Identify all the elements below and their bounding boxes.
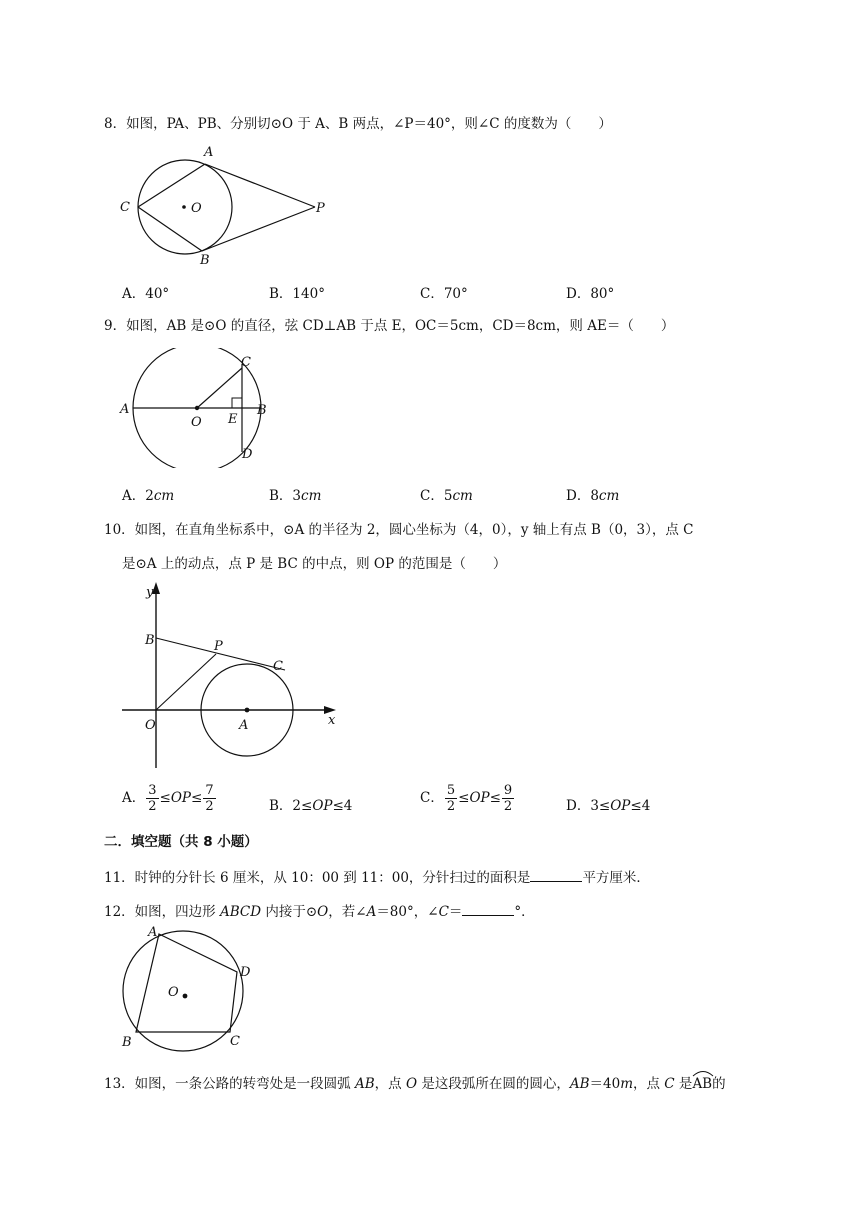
label-a: A <box>120 402 130 417</box>
label-a: A <box>239 718 249 733</box>
label-c: C <box>241 355 251 370</box>
q8-option-d: D．80° <box>566 286 615 302</box>
q9-option-d: D．8cm <box>566 488 620 504</box>
q10-option-a: A． $\frac{3}{2}$ ≤OP≤ $\frac{7}{2}$ <box>122 783 214 814</box>
question-9-text: 9．如图，AB 是⊙O 的直径，弦 CD⊥AB 于点 E，OC＝5cm，CD＝8cm，则 AE＝（ ） <box>104 318 675 334</box>
label-a: A <box>204 145 214 160</box>
q9-option-b: B．3cm <box>269 488 322 504</box>
question-11-text: 11．时钟的分针长 6 厘米，从 10：00 到 11：00，分针扫过的面积是 平方厘米． <box>104 870 650 886</box>
label-d: D <box>242 447 253 462</box>
label-y: y <box>146 585 154 600</box>
label-b: B <box>122 1035 132 1050</box>
question-13-text: 13．如图，一条公路的转弯处是一段圆弧 AB，点 O 是这段弧所在圆的圆心，AB＝40m，点 C 是 AB的 <box>104 1072 726 1092</box>
question-10-line1: 10．如图，在直角坐标系中，⊙A 的半径为 2，圆心坐标为（4，0），y 轴上有点 B（0，3），点 C <box>104 522 694 538</box>
q8-option-b: B．140° <box>269 286 325 302</box>
arc-ab-notation: AB <box>692 1076 712 1092</box>
question-12-figure <box>112 922 262 1057</box>
q8-option-c: C．70° <box>420 286 468 302</box>
q9-option-c: C．5cm <box>420 488 473 504</box>
label-e: E <box>228 412 238 427</box>
label-c: C <box>273 659 283 674</box>
question-10-line2: 是⊙A 上的动点，点 P 是 BC 的中点，则 OP 的范围是（ ） <box>122 556 507 572</box>
q8-option-a: A．40° <box>122 286 170 302</box>
label-o: O <box>191 415 202 430</box>
question-9-figure <box>112 348 282 468</box>
label-a: A <box>148 925 158 940</box>
q11-answer-blank <box>530 869 582 882</box>
q10-option-b: B．2≤OP≤4 <box>269 798 353 814</box>
label-b: B <box>200 253 210 268</box>
question-10-figure <box>118 578 343 773</box>
q9-option-a: A．2cm <box>122 488 175 504</box>
label-o: O <box>145 718 156 733</box>
section-2-header: 二．填空题（共 8 小题） <box>104 834 258 850</box>
label-c: C <box>230 1034 240 1049</box>
q12-answer-blank <box>462 903 514 916</box>
question-8-text: 8．如图，PA、PB、分别切⊙O 于 A、B 两点，∠P＝40°，则∠C 的度数为（ ） <box>104 116 612 132</box>
question-12-text: 12．如图，四边形 ABCD 内接于⊙O，若∠A＝80°，∠C＝ °． <box>104 904 535 920</box>
label-o: O <box>191 201 202 216</box>
question-8-figure <box>112 138 337 268</box>
label-b: B <box>145 633 155 648</box>
label-p: P <box>214 639 223 654</box>
label-x: x <box>328 713 336 728</box>
label-p: P <box>316 201 325 216</box>
label-d: D <box>240 965 251 980</box>
label-c: C <box>120 200 130 215</box>
label-b: B <box>257 403 267 418</box>
label-o: O <box>168 985 179 1000</box>
q10-option-c: C． $\frac{5}{2}$ ≤OP≤ $\frac{9}{2}$ <box>420 783 513 814</box>
q10-option-d: D．3≤OP≤4 <box>566 798 651 814</box>
